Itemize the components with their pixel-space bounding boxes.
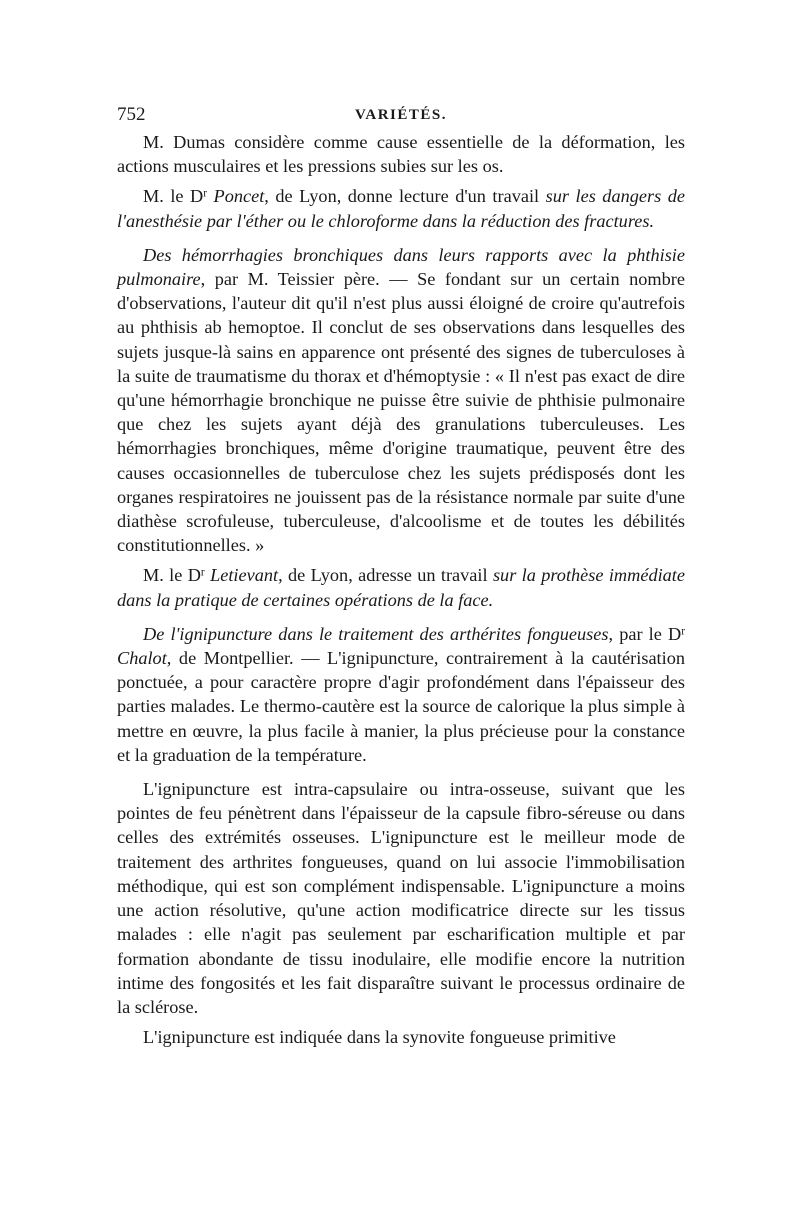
paragraph [117,563,685,611]
italic-text: Des hémorrhagies bronchiques dans leurs rapports avec la phthisie pulmonaire [117,244,685,290]
page-number: 752 [117,104,146,125]
superscript: r [200,566,205,579]
text-run: M. le D [143,186,204,207]
italic-text: De l'ignipuncture dans le traitement des arthérites fongueuses [143,623,609,644]
superscript: r [681,625,685,638]
paragraph [117,1025,685,1049]
body-text [117,130,685,1049]
italic-text: Letievant [210,565,279,586]
text-run: M. le D [143,565,201,586]
paragraph [117,184,685,232]
paragraph [117,130,685,178]
text-run: , par M. Teissier père. — Se fondant sur un certain nombre d'observations, l'auteur dit qu'il n'est plus aussi éloigné de croire qu'autrefois au phthisis ab hemoptoe. Il conclut de ses observations dans lesquelles des sujets jusque-là sains en apparence ont présenté des signes de tuberculoses à la suite de traumatisme du thorax et d'hémoptysie : « Il n'est pas exact de dire qu'une hémorrhagie bronchique ne puisse être suivie de phthisie pulmonaire que chez les sujets ayant déjà des granulations tuberculeuses. Les hémorrhagies bronchiques, même d'origine traumatique, peuvent être des causes occasionnelles de tuberculose chez les sujets prédisposés dont les organes respiratoires ne jouissent pas de la résistance normale par suite d'une diathèse scrofuleuse, tuberculeuse, d'alcoolisme et de toutes les débilités constitutionnelles. » [117,269,685,556]
text-run: , par le D [608,623,682,644]
italic-text: sur la prothèse immédiate dans la pratique de certaines opérations de la face. [117,565,685,610]
paragraph [117,777,685,1019]
text-run: , de Montpellier. — L'ignipuncture, contrairement à la cautérisation ponctuée, a pour caractère propre d'agir profondément dans l'épaisseur des parties malades. Le thermo-cautère est la source de calorique la plus simple à mettre en œuvre, la plus facile à manier, la plus précieuse pour la constance et la graduation de la température. [117,648,685,765]
superscript: r [203,187,208,200]
text-run: , de Lyon, donne lecture d'un travail [264,186,546,207]
italic-text: Chalot [117,648,167,669]
text-run: , de Lyon, adresse un travail [278,565,493,586]
italic-text: Poncet [213,186,265,207]
running-title: VARIÉTÉS. [354,107,447,123]
paragraph [117,243,685,558]
paragraph [117,622,685,767]
running-head [117,100,685,130]
text-run: M. Dumas considère comme cause essentielle de la déformation, les actions musculaires et les pressions subies sur les os. [117,132,685,177]
text-run: L'ignipuncture est indiquée dans la synovite fongueuse primitive [143,1027,616,1048]
text-run: L'ignipuncture est intra-capsulaire ou intra-osseuse, suivant que les pointes de feu pénètrent dans l'épaisseur de la capsule fibro-séreuse ou dans celles des extrémités osseuses. L'ignipuncture est le meilleur mode de traitement des arthrites fongueuses, quand on lui associe l'immobilisation méthodique, qui est son complément indispensable. L'ignipuncture a moins une action résolutive, qu'une action modificatrice directe sur les tissus malades : elle n'agit pas seulement par escharification multiple et par formation abondante de tissu inodulaire, elle modifie encore la nutrition intime des fongosités et les fait disparaître suivant le processus ordinaire de la sclérose. [117,779,685,1017]
page [117,100,685,1049]
italic-text: sur les dangers de l'anesthésie par l'éther ou le chloroforme dans la réduction des fractures. [117,186,685,231]
